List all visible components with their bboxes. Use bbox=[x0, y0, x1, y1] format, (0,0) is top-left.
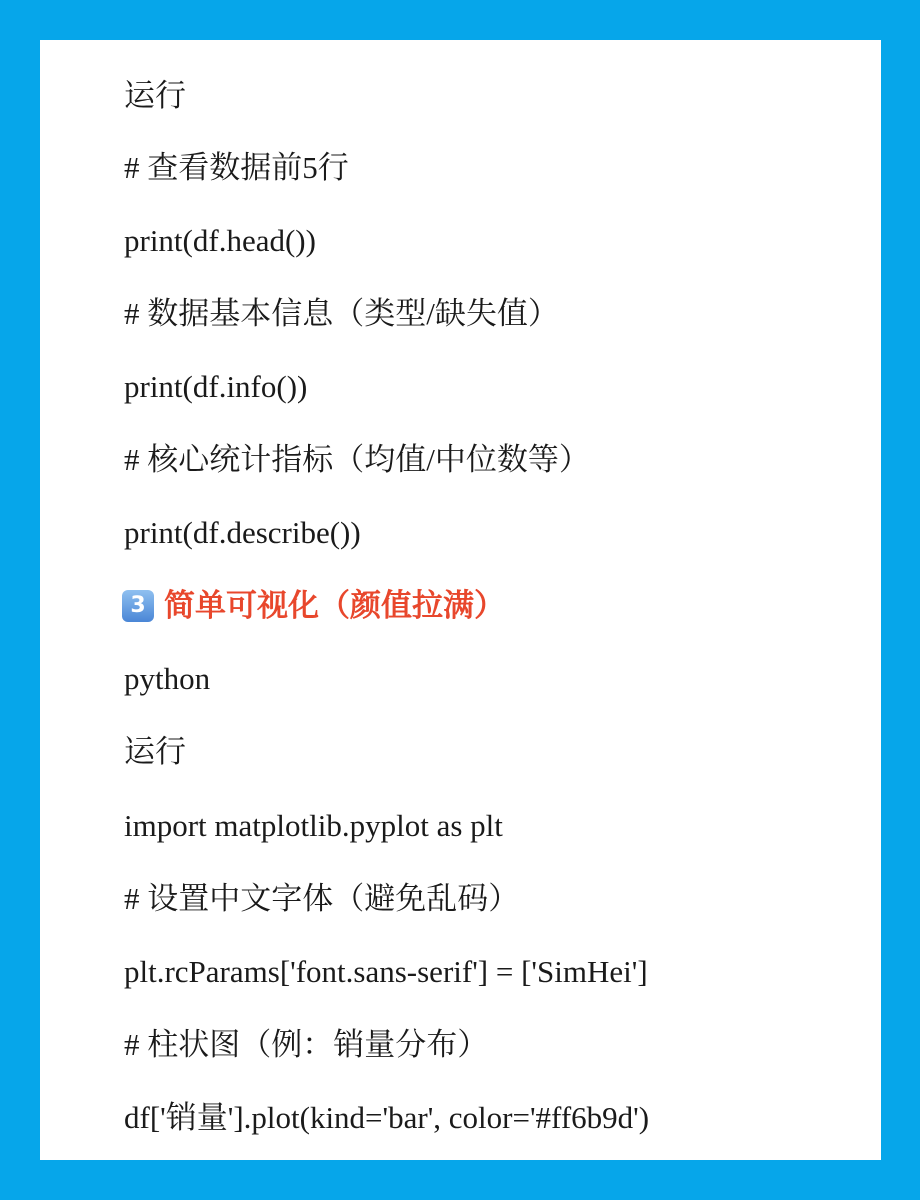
comment-basic-info: # 数据基本信息（类型/缺失值） bbox=[124, 296, 559, 331]
keycap-3-icon: 3 bbox=[122, 590, 154, 622]
comment-core-stats: # 核心统计指标（均值/中位数等） bbox=[124, 442, 590, 477]
content-card bbox=[40, 40, 881, 1160]
code-plot-bar: df['销量'].plot(kind='bar', color='#ff6b9d') bbox=[124, 1100, 650, 1135]
code-rcparams: plt.rcParams['font.sans-serif'] = ['SimHei'] bbox=[124, 954, 648, 989]
code-print-info: print(df.info()) bbox=[124, 369, 308, 404]
comment-bar-chart: # 柱状图（例：销量分布） bbox=[124, 1027, 489, 1062]
code-print-describe: print(df.describe()) bbox=[124, 515, 361, 550]
text-line-python: python bbox=[124, 661, 211, 696]
comment-view-head: # 查看数据前5行 bbox=[124, 150, 349, 185]
comment-chinese-font: # 设置中文字体（避免乱码） bbox=[124, 881, 520, 916]
text-line-run-2: 运行 bbox=[124, 734, 186, 769]
section-title: 简单可视化（颜值拉满） bbox=[164, 588, 505, 624]
code-import-matplotlib: import matplotlib.pyplot as plt bbox=[124, 808, 503, 843]
text-line-run: 运行 bbox=[124, 78, 186, 113]
section-heading bbox=[122, 586, 505, 626]
code-print-head: print(df.head()) bbox=[124, 223, 316, 258]
